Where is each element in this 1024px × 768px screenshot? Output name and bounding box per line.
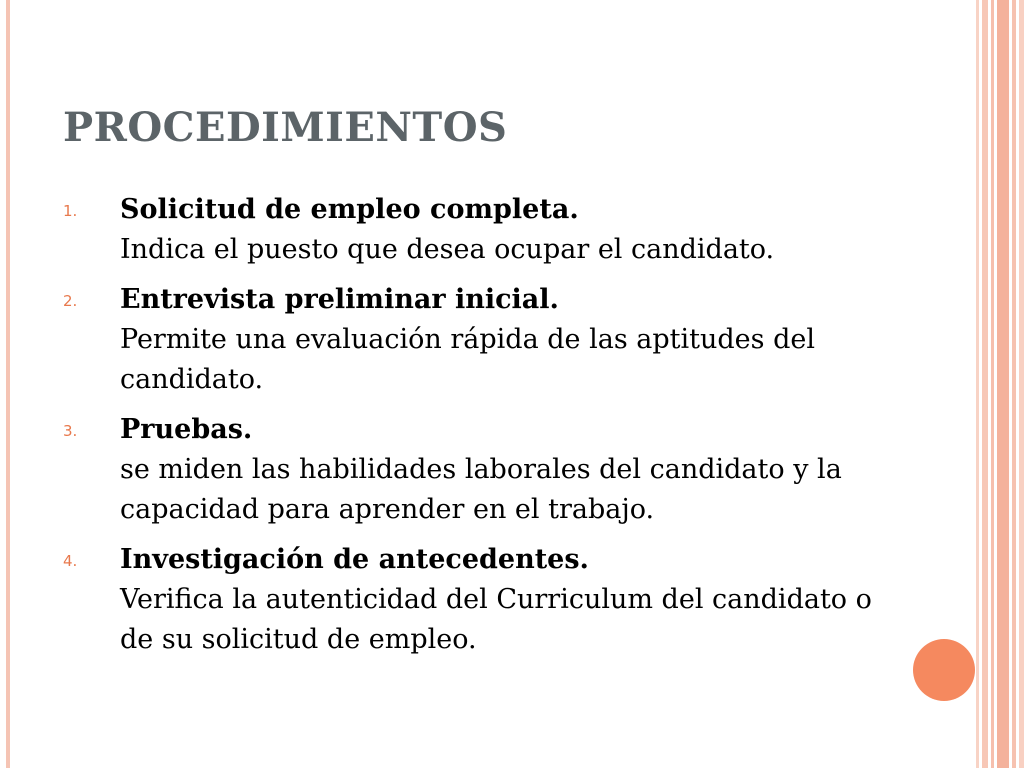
right-stripe (997, 0, 1009, 768)
list-item (63, 410, 883, 530)
right-stripe (991, 0, 994, 768)
list-item (63, 280, 883, 400)
right-stripe (982, 0, 988, 768)
item-description: Indica el puesto que desea ocupar el candidato. (120, 234, 775, 265)
item-description: Permite una evaluación rápida de las aptitudes del candidato. (120, 324, 815, 395)
item-title: Investigación de antecedentes. (120, 544, 589, 575)
item-title: Pruebas. (120, 414, 253, 445)
right-stripe (976, 0, 979, 768)
item-number: 4. (63, 552, 78, 570)
right-stripe (1019, 0, 1024, 768)
item-number: 2. (63, 292, 78, 310)
item-description: se miden las habilidades laborales del candidato y la capacidad para aprender en el trabajo. (120, 454, 842, 525)
item-content (120, 410, 883, 530)
item-number: 1. (63, 202, 78, 220)
item-number: 3. (63, 422, 78, 440)
item-content (120, 280, 883, 400)
left-decorative-stripe (6, 0, 10, 768)
list-item (63, 190, 883, 270)
list-item (63, 540, 883, 660)
item-description: Verifica la autenticidad del Curriculum del candidato o de su solicitud de empleo. (120, 584, 872, 655)
slide-title: PROCEDIMIENTOS (63, 104, 508, 151)
decorative-circle (913, 639, 975, 701)
item-content (120, 190, 883, 270)
right-decorative-stripes (976, 0, 1024, 768)
item-content (120, 540, 883, 660)
item-title: Solicitud de empleo completa. (120, 194, 579, 225)
procedure-list (63, 190, 883, 670)
right-stripe (1012, 0, 1016, 768)
item-title: Entrevista preliminar inicial. (120, 284, 559, 315)
